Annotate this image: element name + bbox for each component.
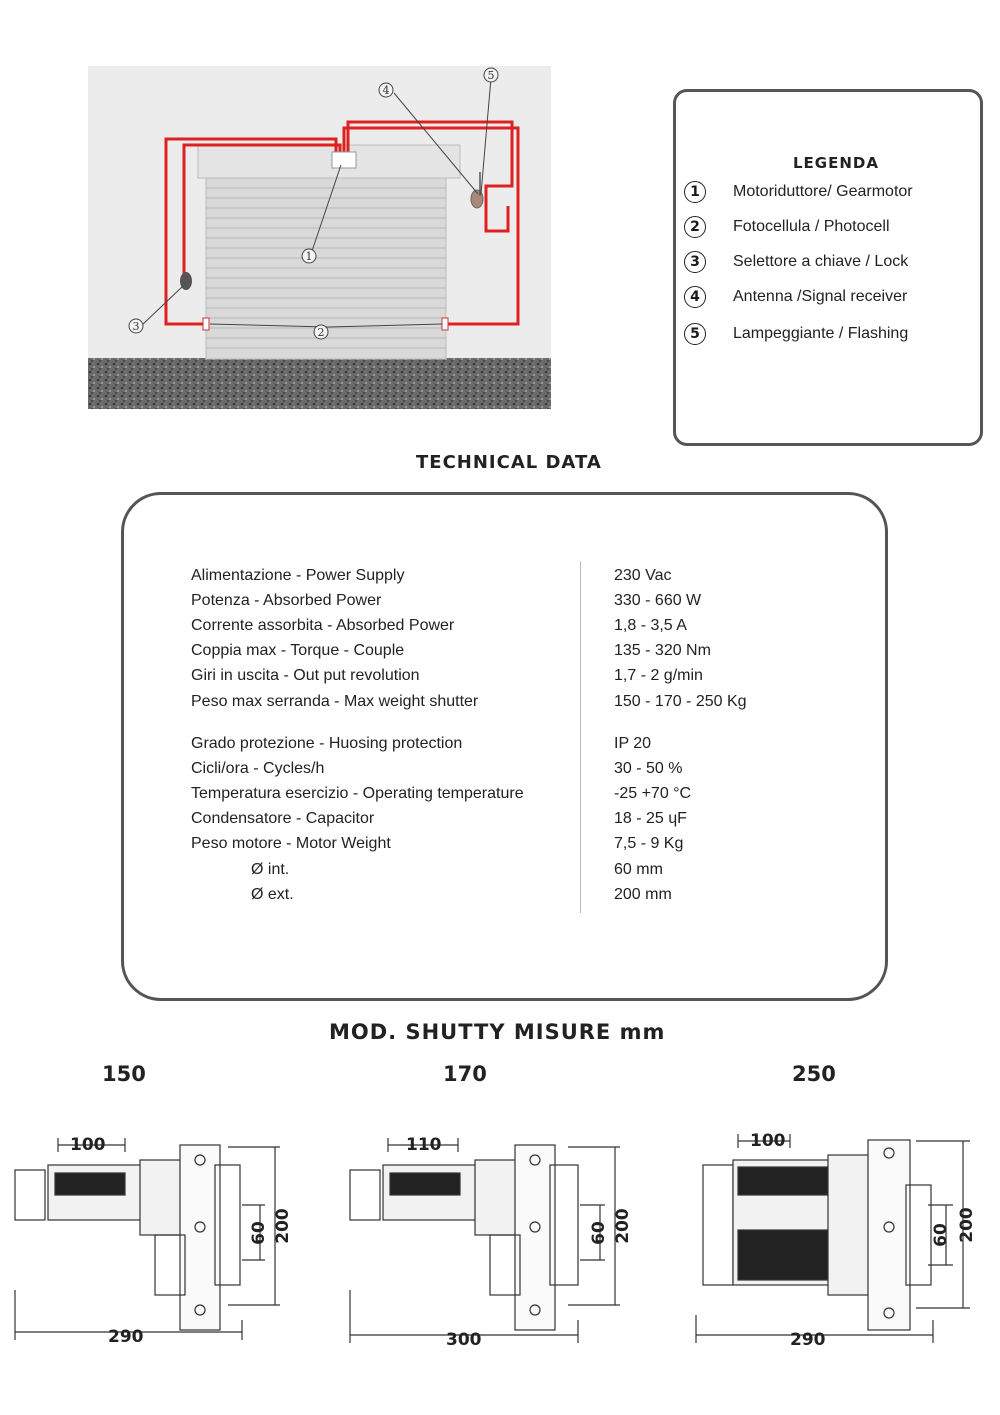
legend-text: Lampeggiante / Flashing <box>733 325 909 342</box>
dim-length-250: 290 <box>790 1330 826 1350</box>
tech-label: Alimentazione - Power Supply <box>191 567 405 584</box>
tech-label: Cicli/ora - Cycles/h <box>191 760 325 777</box>
legend-number: 5 <box>684 323 706 345</box>
technical-data-divider <box>580 561 581 913</box>
legend-number: 4 <box>684 286 706 308</box>
tech-value: -25 +70 °C <box>614 785 692 802</box>
tech-label: Coppia max - Torque - Couple <box>191 642 405 659</box>
motor-drawing-170 <box>340 1125 640 1355</box>
callout-2: 2 <box>317 326 325 339</box>
tech-label: Temperatura esercizio - Operating temperature <box>191 785 524 802</box>
motor-drawing-150 <box>0 1125 300 1355</box>
tech-value: 330 - 660 W <box>614 592 702 609</box>
callout-4: 4 <box>382 84 390 97</box>
dim-top-170: 110 <box>406 1135 442 1155</box>
dim-inner-150: 60 <box>249 1221 269 1245</box>
gearmotor <box>332 152 356 168</box>
dim-outer-250: 200 <box>957 1207 977 1243</box>
tech-label: Giri in uscita - Out put revolution <box>191 667 420 684</box>
legend-number: 3 <box>684 251 706 273</box>
legend-item <box>684 283 907 311</box>
dimensions-title: MOD. SHUTTY MISURE mm <box>329 1020 666 1044</box>
tech-value: 135 - 320 Nm <box>614 642 711 659</box>
legend-item <box>684 248 908 276</box>
tech-label: Ø ext. <box>251 886 294 903</box>
tech-label: Corrente assorbita - Absorbed Power <box>191 617 455 634</box>
tech-label: Potenza - Absorbed Power <box>191 592 382 609</box>
technical-data-title: TECHNICAL DATA <box>416 452 602 473</box>
legend-item <box>684 178 913 206</box>
tech-value: 30 - 50 % <box>614 760 683 777</box>
tech-value: 7,5 - 9 Kg <box>614 835 684 852</box>
legend-text: Selettore a chiave / Lock <box>733 253 909 270</box>
callout-1: 1 <box>305 250 313 263</box>
dim-top-150: 100 <box>70 1135 106 1155</box>
tech-label: Ø int. <box>251 861 290 878</box>
model-label: 150 <box>102 1062 146 1086</box>
dim-inner-250: 60 <box>931 1223 951 1247</box>
tech-value: 1,7 - 2 g/min <box>614 667 703 684</box>
legend-title: LEGENDA <box>793 154 879 172</box>
tech-value: 60 mm <box>614 861 663 878</box>
callout-5: 5 <box>487 69 495 82</box>
model-label: 170 <box>443 1062 487 1086</box>
photocell-left <box>203 318 209 330</box>
tech-label: Condensatore - Capacitor <box>191 810 375 827</box>
legend-item <box>684 320 908 348</box>
tech-value: 18 - 25 ɥF <box>614 810 687 827</box>
ground <box>88 358 551 409</box>
tech-value: 1,8 - 3,5 A <box>614 617 687 634</box>
legend-item <box>684 213 890 241</box>
dim-top-250: 100 <box>750 1131 786 1151</box>
tech-value: IP 20 <box>614 735 652 752</box>
tech-label: Grado protezione - Huosing protection <box>191 735 463 752</box>
dim-length-150: 290 <box>108 1327 144 1347</box>
photocell-right <box>442 318 448 330</box>
callout-3: 3 <box>132 320 140 333</box>
installation-diagram <box>88 66 551 409</box>
legend-number: 2 <box>684 216 706 238</box>
tech-label: Peso motore - Motor Weight <box>191 835 391 852</box>
legend-text: Antenna /Signal receiver <box>733 288 908 305</box>
dim-outer-170: 200 <box>613 1208 633 1244</box>
legend-number: 1 <box>684 181 706 203</box>
tech-value: 150 - 170 - 250 Kg <box>614 693 747 710</box>
dim-length-170: 300 <box>446 1330 482 1350</box>
dim-inner-170: 60 <box>589 1221 609 1245</box>
model-label: 250 <box>792 1062 836 1086</box>
tech-label: Peso max serranda - Max weight shutter <box>191 693 479 710</box>
motor-drawing-250 <box>688 1125 988 1357</box>
legend-text: Fotocellula / Photocell <box>733 218 890 235</box>
legend-text: Motoriduttore/ Gearmotor <box>733 183 913 200</box>
tech-value: 200 mm <box>614 886 672 903</box>
dim-outer-150: 200 <box>273 1208 293 1244</box>
tech-value: 230 Vac <box>614 567 672 584</box>
roller-box <box>198 145 460 178</box>
